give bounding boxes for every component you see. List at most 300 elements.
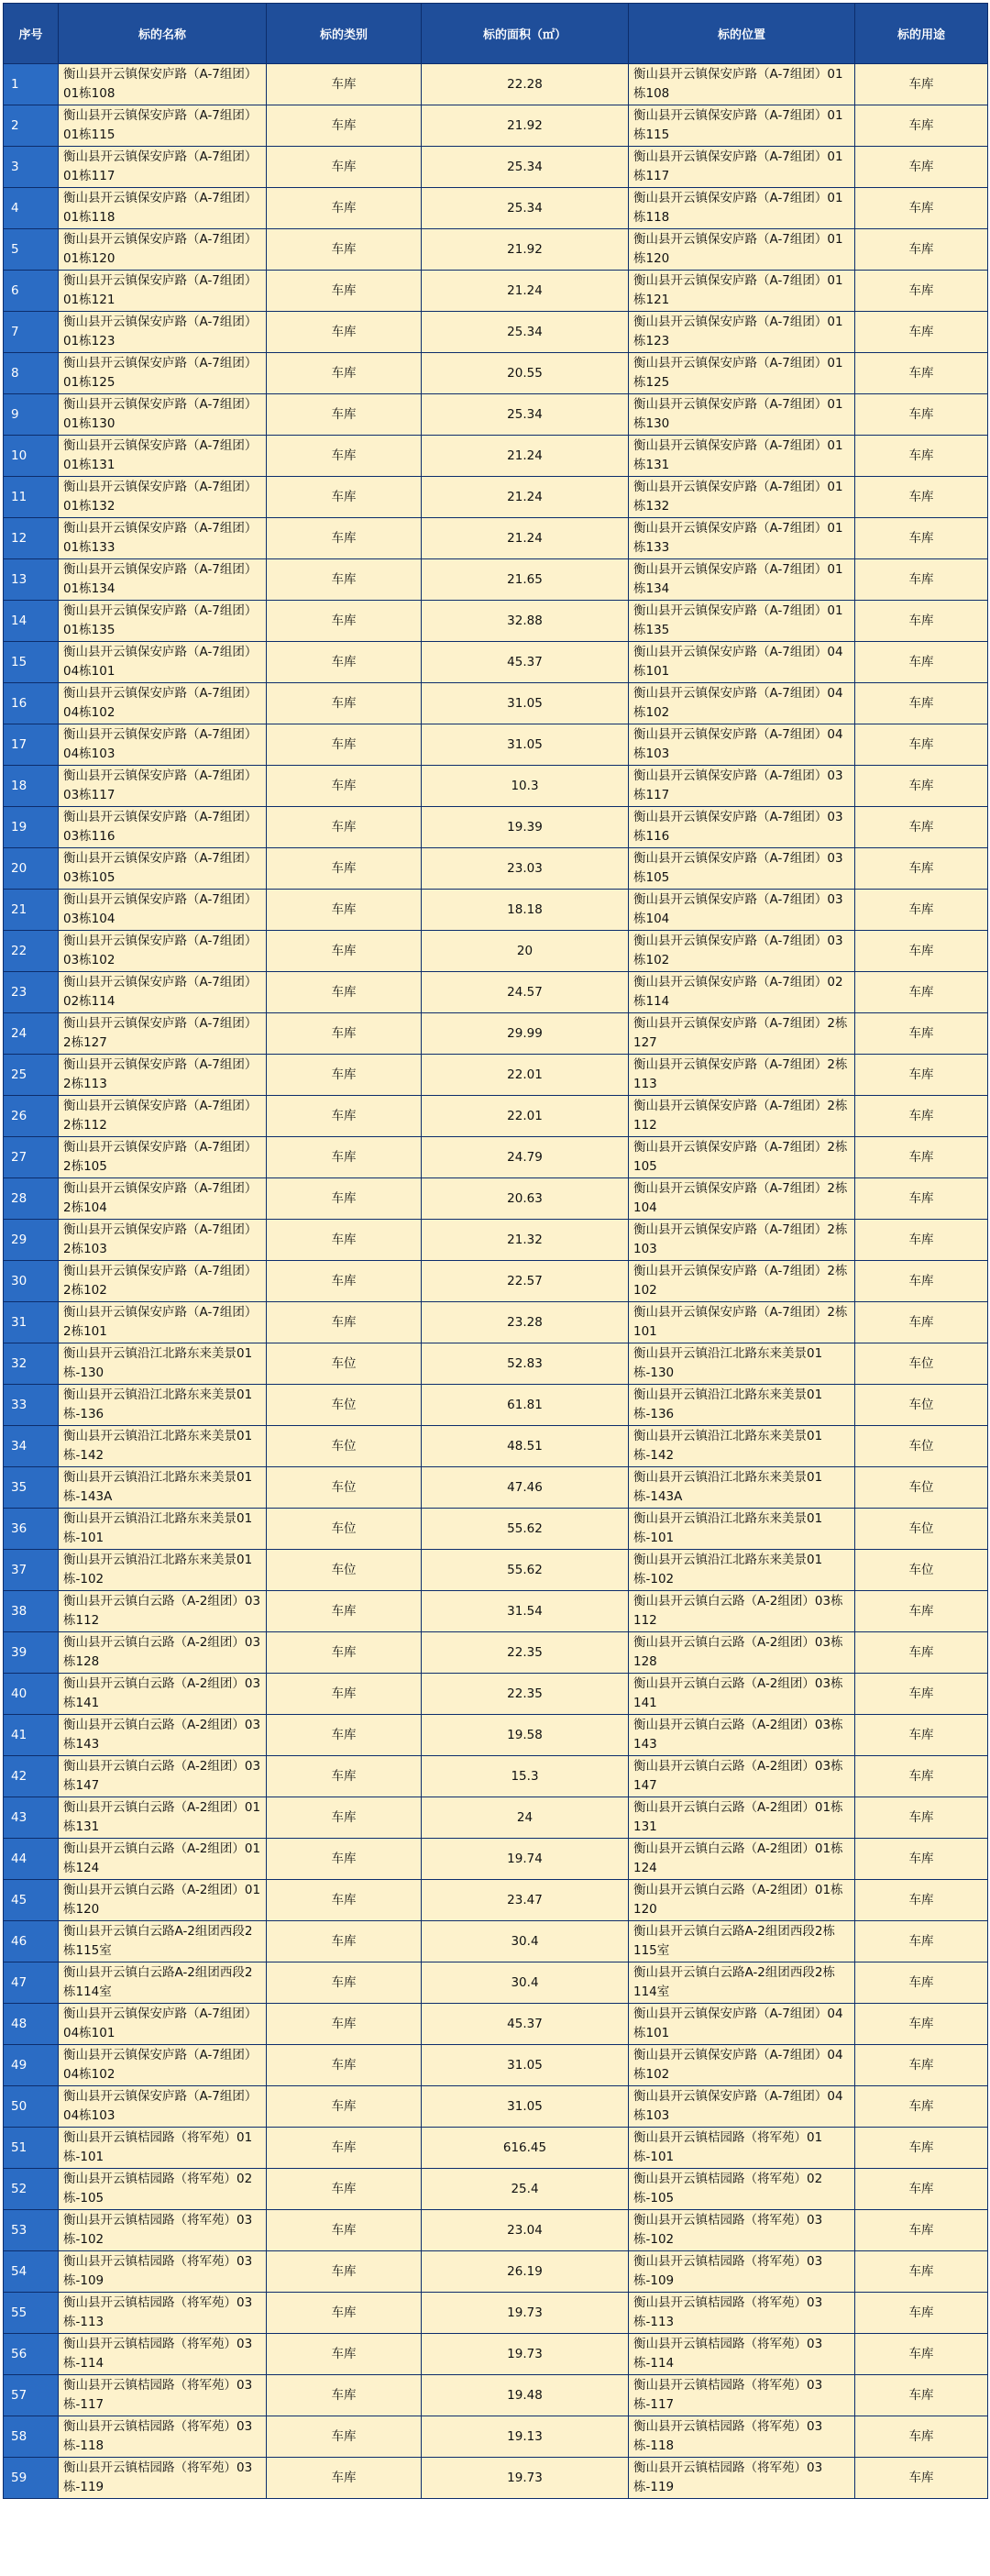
table-row [4,1591,988,1632]
row-location: 衡山县开云镇保安庐路（A-7组团）2栋113 [629,1055,855,1096]
table-row [4,105,988,147]
row-name: 衡山县开云镇保安庐路（A-7组团）03栋117 [59,766,267,807]
row-usage: 车库 [855,807,988,848]
row-location: 衡山县开云镇保安庐路（A-7组团）2栋105 [629,1137,855,1178]
row-name: 衡山县开云镇白云路（A-2组团）03栋141 [59,1674,267,1715]
row-index: 53 [4,2210,59,2251]
table-row [4,1962,988,2004]
row-index: 52 [4,2169,59,2210]
row-name: 衡山县开云镇保安庐路（A-7组团）01栋130 [59,394,267,436]
row-location: 衡山县开云镇保安庐路（A-7组团）01栋132 [629,477,855,518]
table-row [4,1096,988,1137]
row-usage: 车库 [855,601,988,642]
row-area: 19.13 [422,2416,629,2458]
table-row [4,1055,988,1096]
row-name: 衡山县开云镇沿江北路东来美景01栋-143A [59,1467,267,1509]
row-area: 19.73 [422,2458,629,2499]
row-index: 11 [4,477,59,518]
row-name: 衡山县开云镇沿江北路东来美景01栋-142 [59,1426,267,1467]
row-name: 衡山县开云镇保安庐路（A-7组团）04栋103 [59,724,267,766]
row-category: 车库 [267,724,422,766]
row-location: 衡山县开云镇保安庐路（A-7组团）01栋117 [629,147,855,188]
row-category: 车库 [267,2004,422,2045]
row-usage: 车位 [855,1467,988,1509]
row-location: 衡山县开云镇保安庐路（A-7组团）04栋101 [629,642,855,683]
row-category: 车库 [267,229,422,271]
row-name: 衡山县开云镇桔园路（将军苑）03栋-119 [59,2458,267,2499]
table-row [4,1467,988,1509]
row-area: 23.28 [422,1302,629,1343]
row-area: 21.92 [422,105,629,147]
row-name: 衡山县开云镇桔园路（将军苑）02栋-105 [59,2169,267,2210]
row-usage: 车位 [855,1509,988,1550]
row-usage: 车库 [855,271,988,312]
row-location: 衡山县开云镇桔园路（将军苑）03栋-119 [629,2458,855,2499]
row-usage: 车库 [855,2045,988,2086]
row-area: 19.58 [422,1715,629,1756]
row-index: 46 [4,1921,59,1962]
row-area: 24 [422,1797,629,1839]
row-area: 31.54 [422,1591,629,1632]
table-row [4,683,988,724]
row-name: 衡山县开云镇保安庐路（A-7组团）03栋102 [59,931,267,972]
row-category: 车库 [267,1096,422,1137]
row-category: 车库 [267,2458,422,2499]
row-area: 22.28 [422,64,629,105]
table-row [4,1220,988,1261]
row-index: 51 [4,2128,59,2169]
row-category: 车库 [267,188,422,229]
table-row [4,1385,988,1426]
table-row [4,931,988,972]
row-name: 衡山县开云镇白云路A-2组团西段2栋114室 [59,1962,267,2004]
row-usage: 车库 [855,2086,988,2128]
row-index: 4 [4,188,59,229]
row-area: 26.19 [422,2251,629,2293]
row-location: 衡山县开云镇桔园路（将军苑）03栋-113 [629,2293,855,2334]
row-name: 衡山县开云镇保安庐路（A-7组团）01栋132 [59,477,267,518]
row-category: 车位 [267,1467,422,1509]
row-usage: 车库 [855,2458,988,2499]
table-row [4,1509,988,1550]
row-name: 衡山县开云镇保安庐路（A-7组团）2栋103 [59,1220,267,1261]
row-index: 14 [4,601,59,642]
row-category: 车位 [267,1343,422,1385]
row-area: 23.04 [422,2210,629,2251]
header-usage: 标的用途 [855,4,988,64]
row-category: 车库 [267,683,422,724]
row-location: 衡山县开云镇桔园路（将军苑）01栋-101 [629,2128,855,2169]
row-index: 56 [4,2334,59,2375]
row-location: 衡山县开云镇保安庐路（A-7组团）2栋127 [629,1013,855,1055]
table-row [4,2375,988,2416]
row-area: 20 [422,931,629,972]
table-row [4,147,988,188]
row-index: 13 [4,559,59,601]
table-row [4,2086,988,2128]
row-category: 车库 [267,271,422,312]
row-area: 22.57 [422,1261,629,1302]
row-area: 25.34 [422,394,629,436]
row-area: 23.47 [422,1880,629,1921]
row-usage: 车库 [855,683,988,724]
row-category: 车库 [267,477,422,518]
row-usage: 车库 [855,64,988,105]
row-area: 22.01 [422,1055,629,1096]
row-location: 衡山县开云镇沿江北路东来美景01栋-142 [629,1426,855,1467]
row-area: 45.37 [422,2004,629,2045]
row-location: 衡山县开云镇保安庐路（A-7组团）01栋135 [629,601,855,642]
row-name: 衡山县开云镇保安庐路（A-7组团）04栋101 [59,2004,267,2045]
row-location: 衡山县开云镇沿江北路东来美景01栋-130 [629,1343,855,1385]
row-location: 衡山县开云镇白云路（A-2组团）03栋147 [629,1756,855,1797]
table-row [4,890,988,931]
row-category: 车库 [267,1591,422,1632]
row-index: 23 [4,972,59,1013]
row-usage: 车库 [855,2251,988,2293]
row-area: 25.34 [422,312,629,353]
row-area: 25.34 [422,188,629,229]
row-name: 衡山县开云镇白云路（A-2组团）03栋112 [59,1591,267,1632]
row-area: 21.32 [422,1220,629,1261]
row-index: 21 [4,890,59,931]
row-name: 衡山县开云镇保安庐路（A-7组团）04栋103 [59,2086,267,2128]
row-usage: 车库 [855,1013,988,1055]
row-index: 12 [4,518,59,559]
row-location: 衡山县开云镇沿江北路东来美景01栋-136 [629,1385,855,1426]
row-category: 车库 [267,2086,422,2128]
row-category: 车库 [267,436,422,477]
row-index: 20 [4,848,59,890]
row-usage: 车库 [855,2169,988,2210]
row-index: 2 [4,105,59,147]
row-name: 衡山县开云镇白云路（A-2组团）01栋124 [59,1839,267,1880]
table-row [4,2128,988,2169]
row-category: 车库 [267,848,422,890]
row-category: 车位 [267,1509,422,1550]
row-location: 衡山县开云镇保安庐路（A-7组团）01栋120 [629,229,855,271]
row-index: 17 [4,724,59,766]
row-location: 衡山县开云镇白云路（A-2组团）03栋128 [629,1632,855,1674]
row-category: 车位 [267,1426,422,1467]
table-row [4,1013,988,1055]
row-name: 衡山县开云镇保安庐路（A-7组团）01栋135 [59,601,267,642]
row-usage: 车位 [855,1385,988,1426]
table-row [4,766,988,807]
table-row [4,559,988,601]
table-row [4,2458,988,2499]
row-category: 车库 [267,105,422,147]
table-row [4,2334,988,2375]
table-row [4,1261,988,1302]
table-row [4,1302,988,1343]
row-name: 衡山县开云镇保安庐路（A-7组团）2栋102 [59,1261,267,1302]
table-row [4,1921,988,1962]
row-area: 15.3 [422,1756,629,1797]
row-index: 32 [4,1343,59,1385]
row-index: 8 [4,353,59,394]
row-usage: 车库 [855,1880,988,1921]
row-name: 衡山县开云镇白云路（A-2组团）03栋128 [59,1632,267,1674]
row-index: 47 [4,1962,59,2004]
row-name: 衡山县开云镇沿江北路东来美景01栋-101 [59,1509,267,1550]
row-name: 衡山县开云镇保安庐路（A-7组团）2栋101 [59,1302,267,1343]
row-usage: 车库 [855,931,988,972]
row-location: 衡山县开云镇保安庐路（A-7组团）03栋104 [629,890,855,931]
row-category: 车库 [267,931,422,972]
row-name: 衡山县开云镇保安庐路（A-7组团）04栋101 [59,642,267,683]
row-area: 25.34 [422,147,629,188]
row-category: 车库 [267,2416,422,2458]
row-index: 30 [4,1261,59,1302]
table-row [4,477,988,518]
row-area: 19.73 [422,2334,629,2375]
row-location: 衡山县开云镇白云路（A-2组团）01栋124 [629,1839,855,1880]
row-category: 车库 [267,312,422,353]
row-usage: 车库 [855,1921,988,1962]
row-usage: 车库 [855,188,988,229]
row-index: 34 [4,1426,59,1467]
row-category: 车库 [267,147,422,188]
row-usage: 车库 [855,1137,988,1178]
row-category: 车库 [267,766,422,807]
row-name: 衡山县开云镇桔园路（将军苑）03栋-117 [59,2375,267,2416]
row-usage: 车库 [855,1261,988,1302]
row-location: 衡山县开云镇保安庐路（A-7组团）04栋103 [629,2086,855,2128]
row-category: 车库 [267,1055,422,1096]
row-category: 车库 [267,1178,422,1220]
row-usage: 车库 [855,394,988,436]
table-row [4,601,988,642]
row-index: 41 [4,1715,59,1756]
row-name: 衡山县开云镇桔园路（将军苑）03栋-118 [59,2416,267,2458]
row-name: 衡山县开云镇桔园路（将军苑）03栋-113 [59,2293,267,2334]
table-row [4,2210,988,2251]
table-row [4,2004,988,2045]
row-usage: 车库 [855,353,988,394]
row-category: 车库 [267,1674,422,1715]
table-row [4,1632,988,1674]
row-name: 衡山县开云镇保安庐路（A-7组团）2栋104 [59,1178,267,1220]
row-index: 31 [4,1302,59,1343]
row-area: 19.74 [422,1839,629,1880]
row-index: 55 [4,2293,59,2334]
row-usage: 车库 [855,1839,988,1880]
row-category: 车库 [267,518,422,559]
row-location: 衡山县开云镇保安庐路（A-7组团）01栋134 [629,559,855,601]
row-area: 31.05 [422,2045,629,2086]
table-header-row [4,4,988,64]
row-name: 衡山县开云镇保安庐路（A-7组团）01栋120 [59,229,267,271]
row-area: 48.51 [422,1426,629,1467]
row-area: 31.05 [422,683,629,724]
row-usage: 车库 [855,436,988,477]
row-index: 28 [4,1178,59,1220]
row-index: 45 [4,1880,59,1921]
row-area: 19.39 [422,807,629,848]
row-name: 衡山县开云镇保安庐路（A-7组团）01栋118 [59,188,267,229]
row-location: 衡山县开云镇桔园路（将军苑）03栋-102 [629,2210,855,2251]
row-area: 616.45 [422,2128,629,2169]
row-location: 衡山县开云镇保安庐路（A-7组团）01栋125 [629,353,855,394]
row-name: 衡山县开云镇沿江北路东来美景01栋-136 [59,1385,267,1426]
row-area: 30.4 [422,1921,629,1962]
table-row [4,2169,988,2210]
table-row [4,1839,988,1880]
row-usage: 车库 [855,2004,988,2045]
row-name: 衡山县开云镇保安庐路（A-7组团）04栋102 [59,2045,267,2086]
table-row [4,848,988,890]
row-area: 52.83 [422,1343,629,1385]
row-index: 9 [4,394,59,436]
row-category: 车库 [267,1715,422,1756]
row-category: 车库 [267,1756,422,1797]
row-area: 22.35 [422,1674,629,1715]
row-location: 衡山县开云镇保安庐路（A-7组团）04栋103 [629,724,855,766]
row-name: 衡山县开云镇保安庐路（A-7组团）04栋102 [59,683,267,724]
row-category: 车库 [267,807,422,848]
row-usage: 车位 [855,1426,988,1467]
row-category: 车库 [267,559,422,601]
row-usage: 车库 [855,2210,988,2251]
row-name: 衡山县开云镇桔园路（将军苑）03栋-109 [59,2251,267,2293]
row-name: 衡山县开云镇保安庐路（A-7组团）01栋121 [59,271,267,312]
row-area: 20.55 [422,353,629,394]
row-area: 21.24 [422,477,629,518]
row-location: 衡山县开云镇保安庐路（A-7组团）01栋115 [629,105,855,147]
table-row [4,1343,988,1385]
row-usage: 车库 [855,1962,988,2004]
row-category: 车库 [267,1962,422,2004]
header-area: 标的面积（㎡） [422,4,629,64]
table-row [4,642,988,683]
row-location: 衡山县开云镇保安庐路（A-7组团）04栋101 [629,2004,855,2045]
row-name: 衡山县开云镇保安庐路（A-7组团）03栋116 [59,807,267,848]
row-name: 衡山县开云镇保安庐路（A-7组团）01栋117 [59,147,267,188]
row-name: 衡山县开云镇保安庐路（A-7组团）01栋108 [59,64,267,105]
row-usage: 车库 [855,2334,988,2375]
row-usage: 车库 [855,1055,988,1096]
row-location: 衡山县开云镇保安庐路（A-7组团）03栋105 [629,848,855,890]
row-name: 衡山县开云镇桔园路（将军苑）03栋-114 [59,2334,267,2375]
row-area: 21.92 [422,229,629,271]
row-name: 衡山县开云镇保安庐路（A-7组团）01栋133 [59,518,267,559]
table-row [4,518,988,559]
row-usage: 车库 [855,477,988,518]
row-location: 衡山县开云镇白云路A-2组团西段2栋114室 [629,1962,855,2004]
row-location: 衡山县开云镇白云路A-2组团西段2栋115室 [629,1921,855,1962]
row-usage: 车库 [855,642,988,683]
row-usage: 车库 [855,724,988,766]
header-category: 标的类别 [267,4,422,64]
row-category: 车库 [267,642,422,683]
row-index: 35 [4,1467,59,1509]
row-index: 54 [4,2251,59,2293]
row-usage: 车库 [855,147,988,188]
row-category: 车库 [267,890,422,931]
row-usage: 车库 [855,1756,988,1797]
row-location: 衡山县开云镇保安庐路（A-7组团）2栋103 [629,1220,855,1261]
row-index: 40 [4,1674,59,1715]
row-usage: 车库 [855,2375,988,2416]
row-location: 衡山县开云镇白云路（A-2组团）03栋112 [629,1591,855,1632]
row-category: 车库 [267,2251,422,2293]
row-category: 车库 [267,1013,422,1055]
row-usage: 车库 [855,1096,988,1137]
row-index: 43 [4,1797,59,1839]
table-row [4,1756,988,1797]
row-location: 衡山县开云镇白云路（A-2组团）01栋120 [629,1880,855,1921]
asset-table-container [3,3,988,2499]
row-name: 衡山县开云镇桔园路（将军苑）01栋-101 [59,2128,267,2169]
row-location: 衡山县开云镇白云路（A-2组团）03栋143 [629,1715,855,1756]
row-index: 1 [4,64,59,105]
row-location: 衡山县开云镇保安庐路（A-7组团）03栋102 [629,931,855,972]
row-usage: 车库 [855,1632,988,1674]
row-index: 18 [4,766,59,807]
row-name: 衡山县开云镇保安庐路（A-7组团）2栋127 [59,1013,267,1055]
row-location: 衡山县开云镇保安庐路（A-7组团）02栋114 [629,972,855,1013]
row-index: 24 [4,1013,59,1055]
row-name: 衡山县开云镇保安庐路（A-7组团）01栋134 [59,559,267,601]
row-category: 车库 [267,1880,422,1921]
table-row [4,353,988,394]
row-usage: 车库 [855,1220,988,1261]
row-name: 衡山县开云镇保安庐路（A-7组团）01栋115 [59,105,267,147]
row-category: 车库 [267,2293,422,2334]
row-usage: 车库 [855,2293,988,2334]
row-name: 衡山县开云镇保安庐路（A-7组团）2栋113 [59,1055,267,1096]
row-location: 衡山县开云镇保安庐路（A-7组团）01栋123 [629,312,855,353]
row-category: 车库 [267,2045,422,2086]
row-index: 57 [4,2375,59,2416]
row-index: 58 [4,2416,59,2458]
row-usage: 车库 [855,312,988,353]
row-name: 衡山县开云镇白云路（A-2组团）01栋131 [59,1797,267,1839]
row-index: 42 [4,1756,59,1797]
row-location: 衡山县开云镇桔园路（将军苑）03栋-117 [629,2375,855,2416]
row-usage: 车库 [855,1674,988,1715]
row-index: 36 [4,1509,59,1550]
row-location: 衡山县开云镇保安庐路（A-7组团）04栋102 [629,2045,855,2086]
row-usage: 车库 [855,972,988,1013]
row-name: 衡山县开云镇沿江北路东来美景01栋-130 [59,1343,267,1385]
row-usage: 车库 [855,890,988,931]
row-index: 22 [4,931,59,972]
row-area: 21.65 [422,559,629,601]
row-area: 47.46 [422,1467,629,1509]
row-name: 衡山县开云镇保安庐路（A-7组团）02栋114 [59,972,267,1013]
row-location: 衡山县开云镇保安庐路（A-7组团）03栋117 [629,766,855,807]
row-area: 10.3 [422,766,629,807]
row-category: 车库 [267,1839,422,1880]
table-row [4,807,988,848]
row-usage: 车库 [855,518,988,559]
row-index: 50 [4,2086,59,2128]
row-index: 33 [4,1385,59,1426]
row-area: 18.18 [422,890,629,931]
row-name: 衡山县开云镇桔园路（将军苑）03栋-102 [59,2210,267,2251]
row-area: 55.62 [422,1550,629,1591]
row-area: 24.79 [422,1137,629,1178]
row-usage: 车库 [855,1591,988,1632]
row-location: 衡山县开云镇保安庐路（A-7组团）01栋121 [629,271,855,312]
table-row [4,1426,988,1467]
row-index: 27 [4,1137,59,1178]
row-index: 10 [4,436,59,477]
row-name: 衡山县开云镇保安庐路（A-7组团）03栋105 [59,848,267,890]
row-index: 5 [4,229,59,271]
